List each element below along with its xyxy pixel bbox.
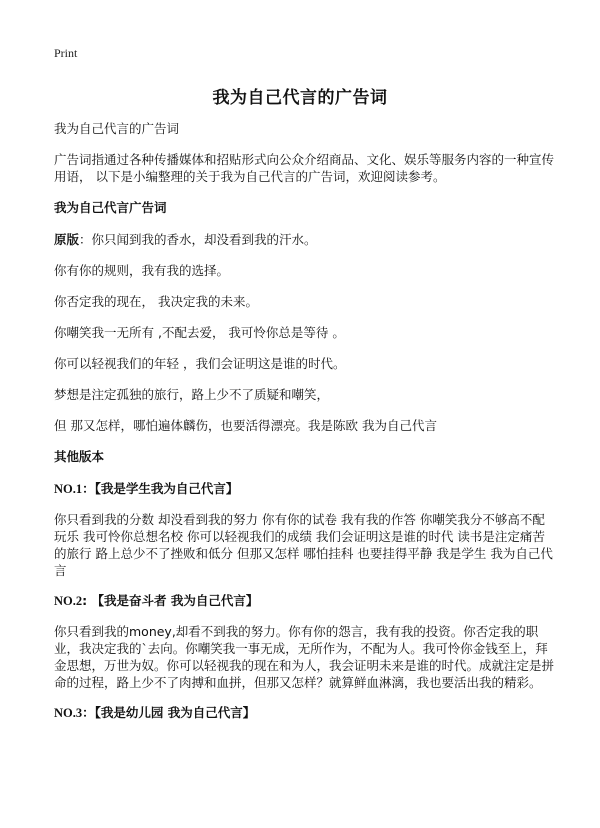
version-heading <box>54 480 554 498</box>
version-title: 【我是幼儿园 我为自己代言】 <box>94 705 256 720</box>
original-first-text: ：你只闻到我的香水，却没看到我的汗水。 <box>79 232 317 247</box>
original-line: 你嘲笑我一无所有 ,不配去爱， 我可怜你总是等待 。 <box>54 325 345 340</box>
version-body: 你只看到我的money,却看不到我的努力。你有你的怨言，我有我的投资。你否定我的职业，我决定我的`去向。你嘲笑我一事无成，无所作为，不配为人。我可怜你金钱至上，拜金思想，万世为奴。你可以轻视我的现在和为人，我会证明未来是谁的时代。成就注定是拼命的过程，路上少不了肉搏和血拼，但那又怎样？就算鲜血淋漓，我也要活出我的精彩。 <box>54 624 555 690</box>
page-title: 我为自己代言的广告词 <box>212 88 388 108</box>
version-heading <box>54 592 554 610</box>
print-link[interactable]: Print <box>54 46 78 60</box>
version-sep: ： <box>82 481 95 496</box>
original-line: 你否定我的现在， 我决定我的未来。 <box>54 294 258 309</box>
article-body <box>54 120 554 735</box>
version-sep: ： <box>82 705 95 720</box>
other-versions-heading: 其他版本 <box>54 449 105 464</box>
original-first-line <box>54 231 554 248</box>
version-body: 你只看到我的分数 却没看到我的努力 你有你的试卷 我有我的作答 你嘲笑我分不够高不配玩乐 我可怜你总想名校 你可以轻视我们的成绩 我们会证明这是谁的时代 读书是注定痛苦的旅行 路上总少不了挫败和低分 但那又怎样 哪怕挂科 也要挂得平静 我是学生 我为自己代言 <box>54 512 553 578</box>
version-title: 【我是奋斗者 我为自己代言】 <box>91 593 259 608</box>
original-line: 但 那又怎样，哪怕遍体麟伤，也要活得漂亮。我是陈欧 我为自己代言 <box>54 418 437 433</box>
subtitle: 我为自己代言的广告词 <box>54 121 180 136</box>
version-sep: : <box>82 593 92 608</box>
version-number: NO.2 <box>54 594 83 608</box>
original-line: 你可以轻视我们的年轻 ，我们会证明这是谁的时代。 <box>54 356 346 371</box>
version-title: 【我是学生我为自己代言】 <box>94 481 239 496</box>
version-number: NO.3 <box>54 706 83 720</box>
section-heading: 我为自己代言广告词 <box>54 200 167 215</box>
version-heading <box>54 704 554 722</box>
original-line: 你有你的规则，我有我的选择。 <box>54 263 230 278</box>
intro-paragraph: 广告词指通过各种传播媒体和招贴形式向公众介绍商品、文化、娱乐等服务内容的一种宣传用语， 以下是小编整理的关于我为自己代言的广告词，欢迎阅读参考。 <box>54 152 555 184</box>
version-number: NO.1 <box>54 482 83 496</box>
original-line: 梦想是注定孤独的旅行，路上少不了质疑和嘲笑， <box>54 387 330 402</box>
original-lead: 原版 <box>54 232 80 247</box>
